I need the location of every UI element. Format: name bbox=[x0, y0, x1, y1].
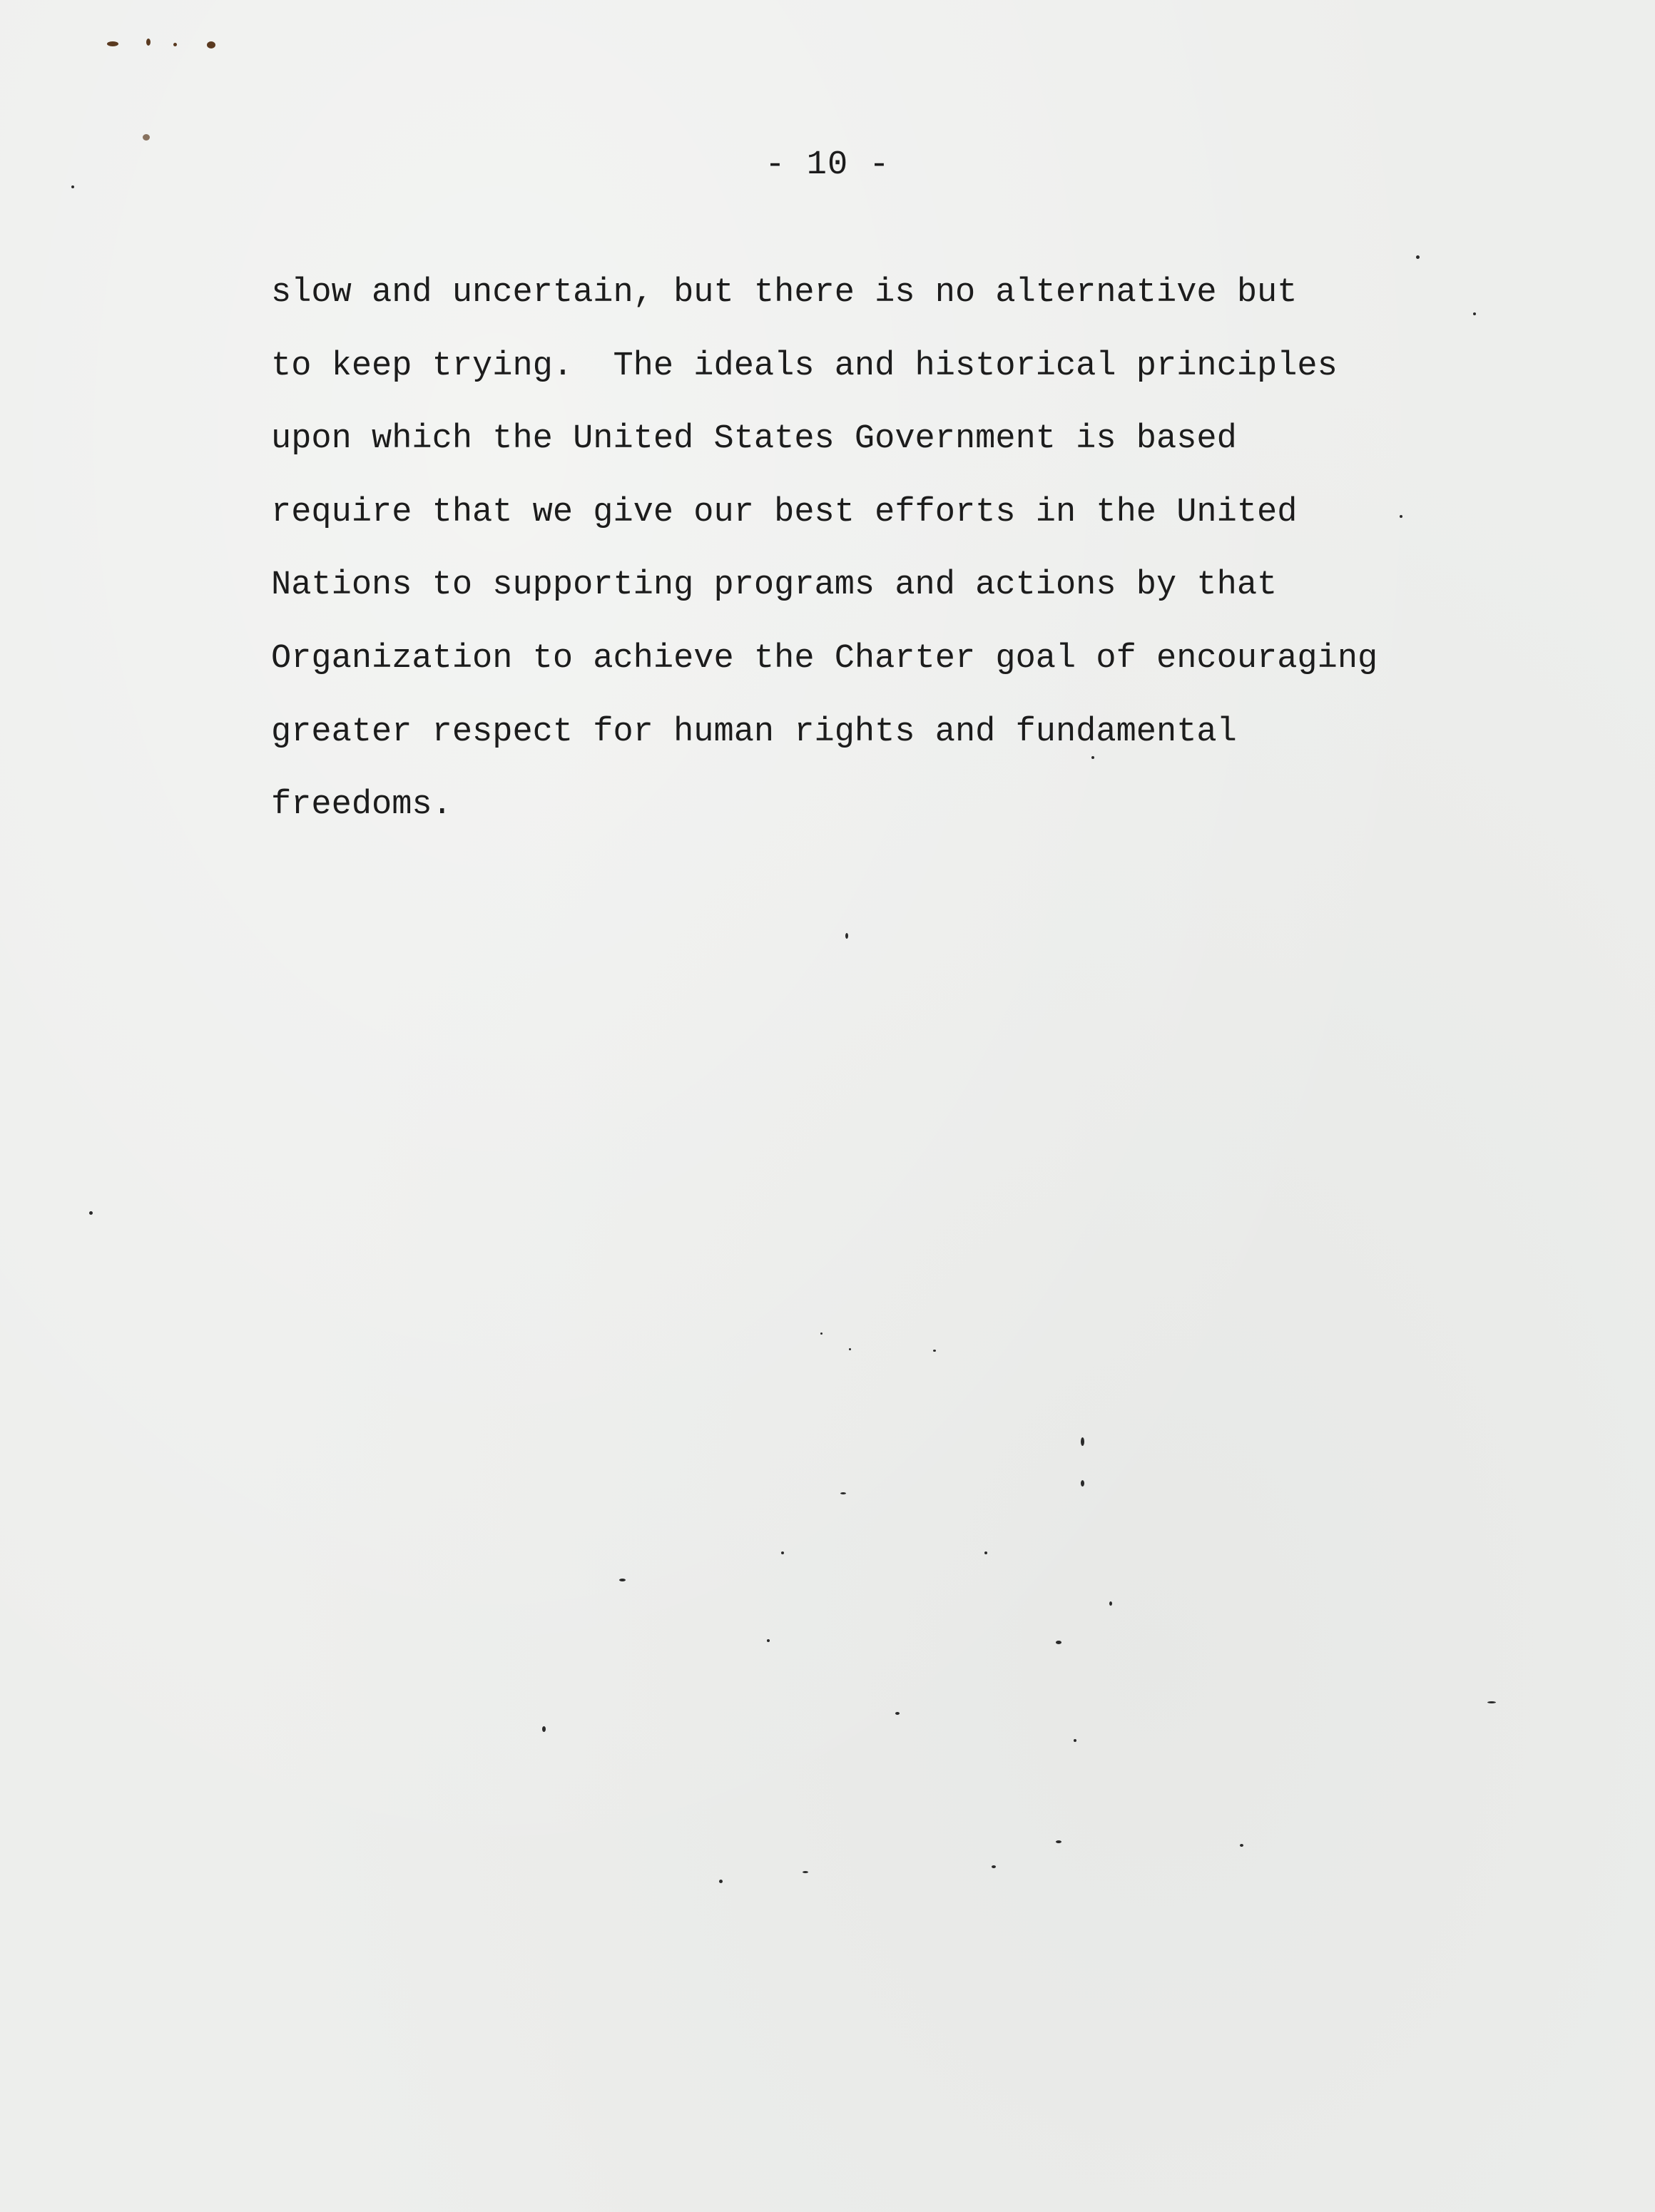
speck bbox=[781, 1551, 784, 1554]
speck bbox=[719, 1880, 723, 1883]
speck bbox=[71, 185, 74, 188]
speck bbox=[1081, 1437, 1084, 1446]
text-line: slow and uncertain, but there is no alternative but bbox=[271, 274, 1298, 312]
text-line: Nations to supporting programs and actions by that bbox=[271, 566, 1278, 605]
text-line: Organization to achieve the Charter goal of encouraging bbox=[271, 639, 1378, 678]
speck bbox=[1400, 515, 1402, 518]
text-line: upon which the United States Government is based bbox=[271, 420, 1237, 459]
speck bbox=[1416, 255, 1420, 259]
speck bbox=[1473, 312, 1476, 315]
speck bbox=[619, 1579, 626, 1581]
text-line: freedoms. bbox=[271, 786, 452, 825]
body-paragraph bbox=[271, 257, 1569, 842]
speck bbox=[173, 43, 177, 46]
speck bbox=[146, 39, 151, 46]
speck bbox=[143, 134, 150, 141]
speck bbox=[895, 1712, 900, 1715]
speck bbox=[845, 933, 848, 939]
text-line: greater respect for human rights and fundamental bbox=[271, 713, 1237, 751]
speck bbox=[107, 41, 118, 46]
speck bbox=[1240, 1844, 1243, 1847]
speck bbox=[1081, 1480, 1084, 1487]
speck bbox=[1487, 1701, 1496, 1703]
speck bbox=[207, 41, 215, 49]
text-line: require that we give our best efforts in the United bbox=[271, 493, 1298, 531]
text-line: to keep trying. The ideals and historical principles bbox=[271, 347, 1338, 385]
speck bbox=[992, 1865, 996, 1868]
speck bbox=[1109, 1601, 1112, 1606]
speck bbox=[89, 1211, 93, 1215]
speck bbox=[840, 1492, 846, 1494]
speck bbox=[984, 1551, 987, 1554]
speck bbox=[803, 1871, 808, 1873]
speck bbox=[542, 1726, 546, 1732]
speck bbox=[1056, 1840, 1061, 1843]
speck bbox=[767, 1639, 770, 1642]
speck bbox=[933, 1350, 936, 1352]
speck bbox=[1056, 1641, 1061, 1644]
page-number: - 10 - bbox=[765, 146, 890, 184]
speck bbox=[849, 1348, 851, 1350]
speck bbox=[1074, 1739, 1076, 1742]
speck bbox=[1091, 756, 1094, 759]
speck bbox=[820, 1332, 823, 1335]
